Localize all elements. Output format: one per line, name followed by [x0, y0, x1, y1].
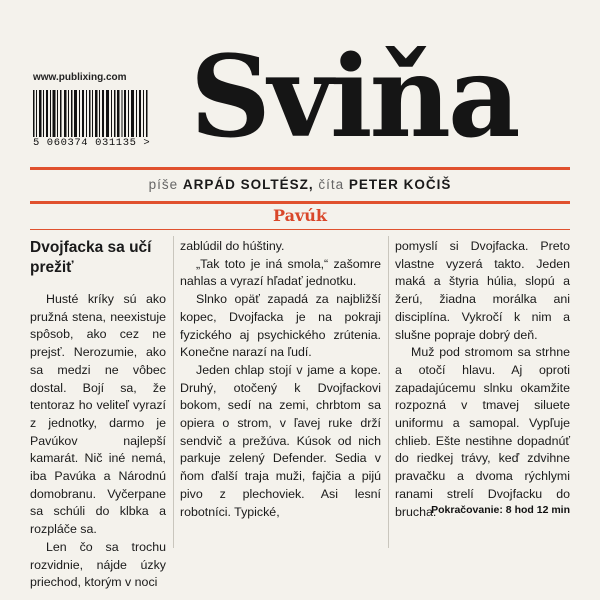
accent-rule-top [30, 167, 570, 170]
article-paragraph: Jeden chlap stojí v jame a kope. Druhý, otočený k Dvojfackovi bokom, sedí na zemi, chrbtom sa opiera o strom, v ľavej ruke drží sendvič a prežúva. Kúsok od nich parkuje zelený Defender. Sedia v ňom ďalší traja muži, fajčia a pijú pivo z plechoviek. Asi lesní robotníci. Typické, [180, 362, 381, 519]
accent-rule-thin [30, 229, 570, 230]
barcode-number: 5 060374 031135 > [33, 137, 151, 149]
read-by-label: číta [318, 177, 345, 192]
narrator-name: PETER KOČIŠ [348, 177, 452, 192]
continuation-note: Pokračovanie: 8 hod 12 min [431, 504, 570, 516]
column-divider [173, 236, 174, 548]
article-column-3 [395, 238, 570, 521]
article-heading: Dvojfacka sa učí prežiť [30, 239, 152, 276]
article-paragraph: Len čo sa trochu rozvidnie, nájde úzky priechod, ktorým v noci [30, 539, 166, 590]
article-column-1 [30, 238, 166, 592]
author-name: ARPÁD SOLTÉSZ, [182, 177, 314, 192]
accent-rule-bottom [30, 201, 570, 204]
article-column-2 [180, 238, 381, 521]
chapter-title: Pavúk [273, 206, 327, 225]
article-paragraph: Muž pod stromom sa strhne a otočí hlavu. Aj oproti zapadajúcemu slnku okamžite rozpozná v tmavej siluete uniformu a samopal. Vypľuje chlieb. Ešte nestihne dopadnúť do riedkej trávy, keď zdvihne pravačku a dvoma rýchlymi ranami strelí Dvojfacku do brucha. [395, 345, 570, 519]
written-by-label: píše [148, 177, 179, 192]
article-paragraph: pomyslí si Dvojfacka. Preto vlastne vyzerá takto. Jeden maká a štyria húlia, slopú a žerú, žiadna morálka ani disciplína. Vykročí k nim a slušne popraje dobrý deň. [395, 239, 570, 342]
article-paragraph: Husté kríky sú ako pružná stena, neexistuje spôsob, ako cez ne prejsť. Nerozumie, ako sa medzi ne vôbec dostal. Bojí sa, že tentoraz ho veliteľ vyrazí z jednotky, darmo je Pavúkov najlepší kamarát. Nič iné nemá, iba Pavúka a Národnú domobranu. Vyčerpane sa schúli do klbka a rozpláče sa. [30, 292, 166, 537]
credits-line [0, 177, 600, 192]
publisher-url: www.publixing.com [33, 72, 127, 83]
article-paragraph: Slnko opäť zapadá za najbližší kopec, Dvojfacka je na pokraji fyzického aj psychického zrútenia. Konečne narazí na ľudí. [180, 292, 381, 360]
article-paragraph: zablúdil do húštiny. [180, 239, 285, 253]
column-divider [388, 236, 389, 548]
article-paragraph: „Tak toto je iná smola,“ zašomre nahlas a vyrazí hľadať jednotku. [180, 256, 381, 289]
book-title: Sviňa [190, 32, 518, 163]
